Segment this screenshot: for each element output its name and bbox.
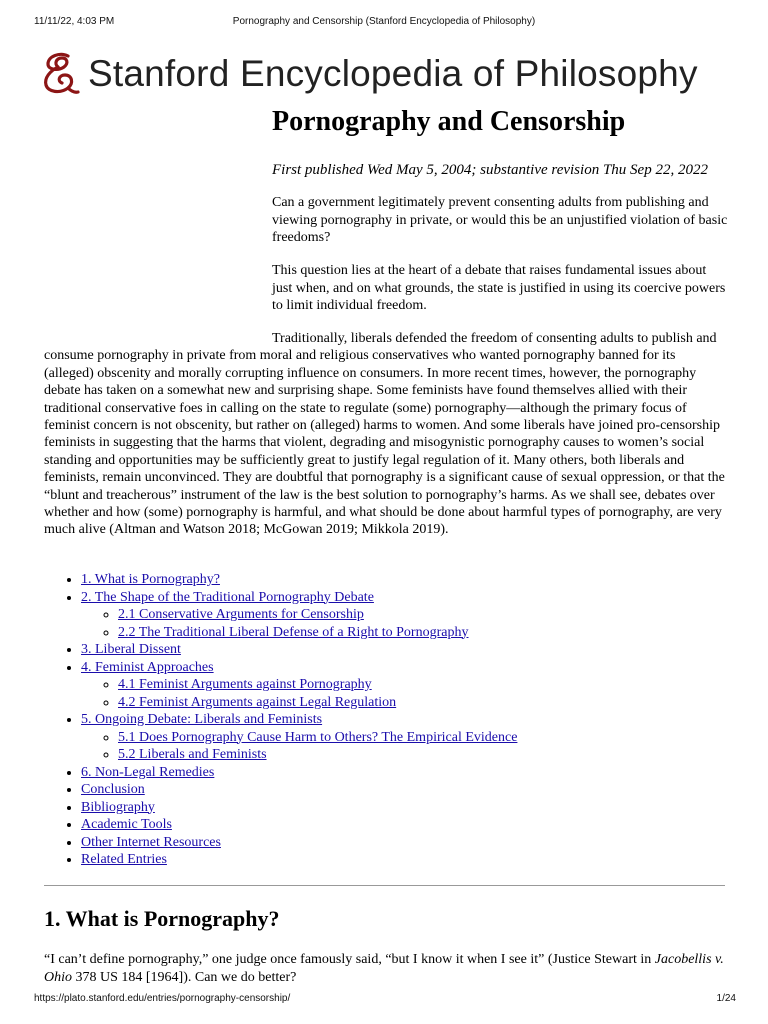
page-number: 1/24 <box>716 993 736 1004</box>
sep-logo-icon[interactable] <box>38 50 82 98</box>
toc-link-feminist-approaches[interactable]: 4. Feminist Approaches <box>81 659 214 675</box>
toc-subitem <box>118 676 734 694</box>
toc-link-non-legal-remedies[interactable]: 6. Non-Legal Remedies <box>81 764 215 780</box>
toc-link-feminist-against-pornography[interactable]: 4.1 Feminist Arguments against Pornography <box>118 677 372 692</box>
toc-item <box>81 589 734 642</box>
toc-link-empirical-evidence[interactable]: 5.1 Does Pornography Cause Harm to Others? The Empirical Evidence <box>118 729 518 745</box>
print-date: 11/11/22, 4:03 PM <box>34 16 115 27</box>
toc-subitem <box>118 729 734 747</box>
case-name: Jacobellis v. Ohio <box>44 952 724 985</box>
toc-subitem <box>118 606 734 624</box>
toc-item <box>81 571 734 589</box>
toc-link-conclusion[interactable]: Conclusion <box>81 782 145 797</box>
print-page-title: Pornography and Censorship (Stanford Encyclopedia of Philosophy) <box>232 16 536 27</box>
preamble-paragraph: Traditionally, liberals defended the freedom of consenting adults to publish and consume pornography in private from moral and religious conservatives who wanted pornography banned for its (alleged) obscenity and morally corrupting influence on consumers. In more recent times, however, the pornography debate has taken on a somewhat new and surprising shape. Some feminists have found themselves allied with their traditional conservative foes in calling on the state to regulate (some) pornography—although the primary focus of feminist concern is not obscenity, but rather on (alleged) harms to women. And some liberals have joined pro-censorship feminists in suggesting that the harms that violent, degrading and misogynistic pornography causes to women’s social standing and opportunities may be sufficiently great to justify legal regulation of it. Many others, both liberals and feminists, remain unconvinced. They are doubtful that pornography is a significant cause of sexual oppression, or that the “blunt and treacherous” instrument of the law is the best solution to pornography’s harms. As we shall see, debates over whether and how (some) pornography is harmful, and what should be done about harmful types of pornography, are very much alive (Altman and Watson 2018; McGowan 2019; Mikkola 2019). <box>44 331 725 538</box>
print-url: https://plato.stanford.edu/entries/pornography-censorship/ <box>34 993 291 1004</box>
preamble-paragraph: This question lies at the heart of a debate that raises fundamental issues about just when, and on what grounds, the state is justified in using its coercive powers to limit individual freedom. <box>272 263 726 313</box>
section-paragraph <box>44 951 728 986</box>
preamble-paragraph: Can a government legitimately prevent consenting adults from publishing and viewing pornography in private, or would this be an unjustified violation of basic freedoms? <box>272 195 728 245</box>
toc-item <box>81 851 734 869</box>
toc-link-conservative-arguments[interactable]: 2.1 Conservative Arguments for Censorship <box>118 607 364 622</box>
toc-link-ongoing-debate[interactable]: 5. Ongoing Debate: Liberals and Feminists <box>81 712 323 727</box>
table-of-contents <box>44 571 734 869</box>
site-header[interactable] <box>38 46 698 102</box>
toc-link-liberal-dissent[interactable]: 3. Liberal Dissent <box>81 642 181 657</box>
section-heading: 1. What is Pornography? <box>44 906 280 931</box>
toc-subitem <box>118 624 734 642</box>
toc-item <box>81 781 734 799</box>
toc-link-bibliography[interactable]: Bibliography <box>81 799 155 815</box>
toc-item <box>81 816 734 834</box>
section-divider <box>44 885 725 886</box>
toc-subitem <box>118 694 734 712</box>
toc-link-related-entries[interactable]: Related Entries <box>81 852 167 867</box>
article-title: Pornography and Censorship <box>272 106 626 137</box>
toc-item <box>81 764 734 782</box>
toc-link-shape-of-debate[interactable]: 2. The Shape of the Traditional Pornography Debate <box>81 589 374 605</box>
section-text-part: “I can’t define pornography,” one judge once famously said, “but I know it when I see it” (Justice Stewart in <box>44 952 655 967</box>
print-footer <box>0 993 768 1007</box>
toc-item <box>81 711 734 764</box>
toc-link-liberal-defense[interactable]: 2.2 The Traditional Liberal Defense of a Right to Pornography <box>118 624 469 640</box>
toc-link-liberals-and-feminists[interactable]: 5.2 Liberals and Feminists <box>118 747 267 762</box>
toc-link-other-internet-resources[interactable]: Other Internet Resources <box>81 834 221 850</box>
toc-link-academic-tools[interactable]: Academic Tools <box>81 817 172 832</box>
toc-link-feminist-against-regulation[interactable]: 4.2 Feminist Arguments against Legal Regulation <box>118 694 397 710</box>
toc-item <box>81 834 734 852</box>
toc-item <box>81 799 734 817</box>
section-text-part: 378 US 184 [1964]). Can we do better? <box>72 969 297 985</box>
toc-item <box>81 641 734 659</box>
toc-link-what-is-pornography[interactable]: 1. What is Pornography? <box>81 572 220 587</box>
toc-subitem <box>118 746 734 764</box>
print-header <box>0 16 768 30</box>
publication-info: First published Wed May 5, 2004; substantive revision Thu Sep 22, 2022 <box>272 162 708 178</box>
toc-item <box>81 659 734 712</box>
site-name[interactable]: Stanford Encyclopedia of Philosophy <box>88 53 698 94</box>
